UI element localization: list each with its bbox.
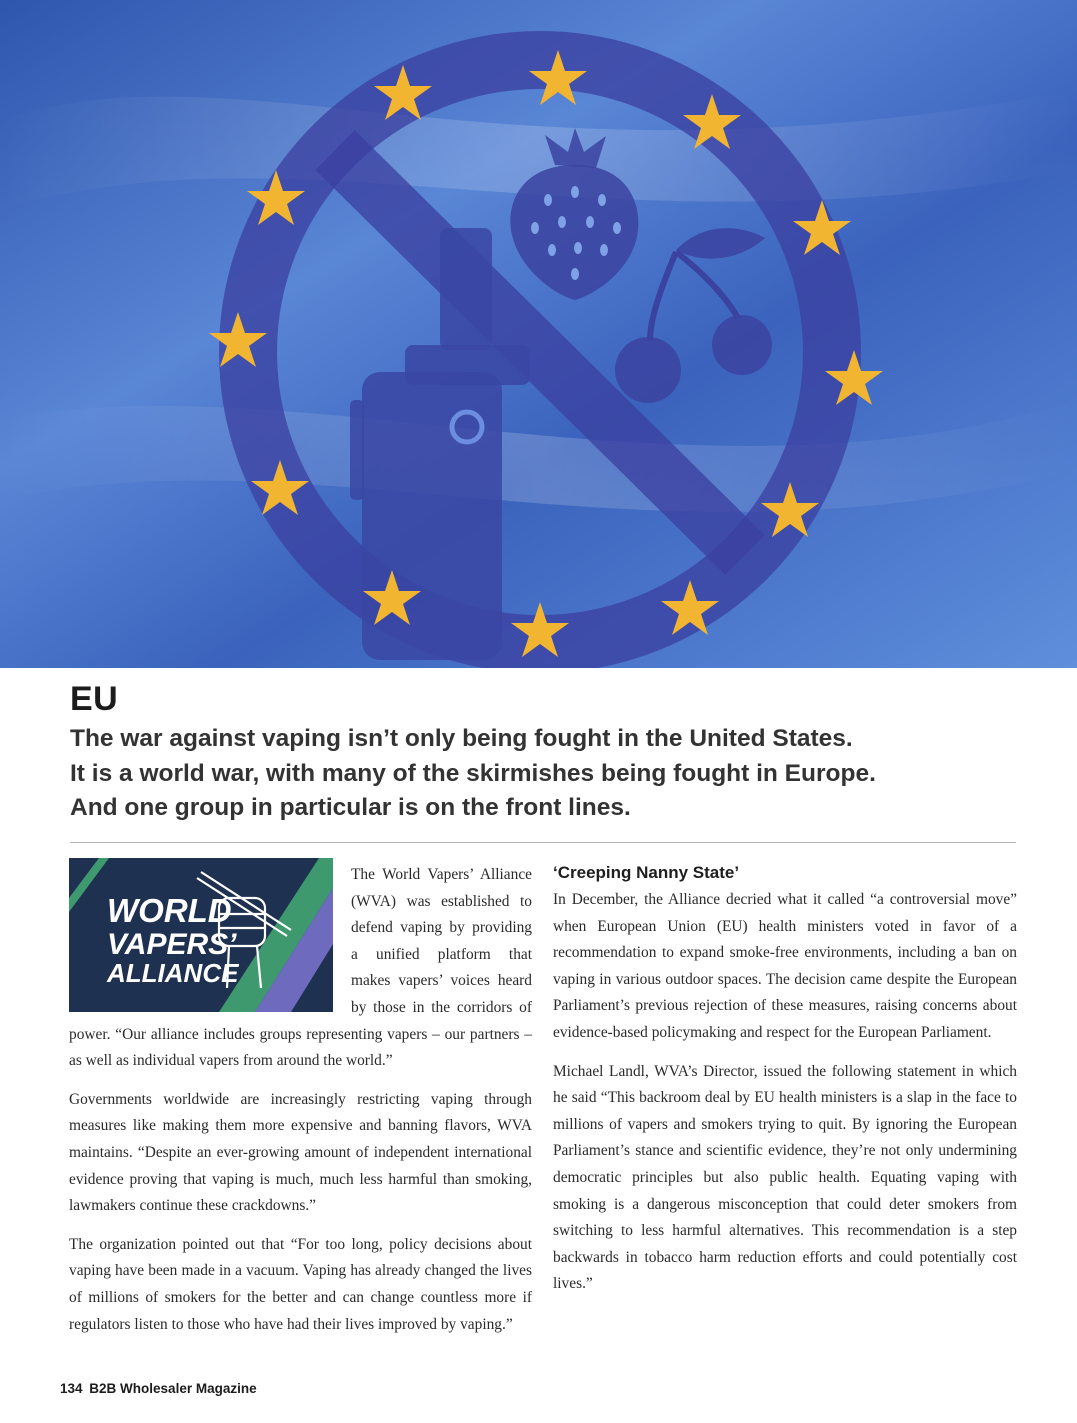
body-paragraph: In December, the Alliance decried what it called “a controversial move” when European Union (EU) health ministers voted in favor of a recommendation to expand smoke-free environments, including a ban on vaping in various outdoor spaces. The decision came despite the European Parliament’s previous rejection of these measures, raising concerns about evidence-based policymaking and respect for the European Parliament. xyxy=(553,891,1017,1041)
page-number: 134 xyxy=(60,1381,83,1396)
page-footer xyxy=(60,1381,257,1396)
wva-logo xyxy=(69,858,333,1012)
article-column-right xyxy=(553,860,1017,1310)
logo-text-vapers: VAPERS’ xyxy=(107,928,237,961)
body-paragraph: Michael Landl, WVA’s Director, issued the following statement in which he said “This backroom deal by EU health ministers is a slap in the face to millions of vapers and smokers trying to quit. By ignoring the European Parliament’s stance and scientific evidence, they’re not only undermining democratic principles but also public health. Equating vaping with smoking is a dangerous misconception that could deter smokers from switching to less harmful alternatives. This recommendation is a step backwards in tobacco harm reduction efforts and could potentially cost lives.” xyxy=(553,1062,1017,1293)
magazine-name: B2B Wholesaler Magazine xyxy=(89,1381,257,1396)
article-column-left xyxy=(69,862,532,1350)
divider xyxy=(70,842,1016,843)
headline-line: It is a world war, with many of the skirmishes being fought in Europe. xyxy=(70,759,876,787)
logo-text-world: WORLD xyxy=(107,892,232,929)
headline-line: And one group in particular is on the front lines. xyxy=(70,794,631,821)
headline xyxy=(70,722,1010,826)
logo-text-alliance: ALLIANCE xyxy=(107,958,239,988)
hero-image xyxy=(0,0,1077,668)
headline-line: The war against vaping isn’t only being fought in the United States. xyxy=(70,725,853,752)
body-paragraph: Governments worldwide are increasingly restricting vaping through measures like making them more expensive and banning flavors, WVA maintains. “Despite an ever-growing amount of independent international evidence proving that vaping is much, much less harmful than smoking, lawmakers continue these crackdowns.” xyxy=(69,1090,532,1215)
subheading: ‘Creeping Nanny State’ xyxy=(553,863,740,882)
body-paragraph: The World Vapers’ Alliance (WVA) was established to defend vaping by providing a unified platform that makes vapers’ voices heard by those in the corridors of power. “Our alliance includes groups representing vapers – our partners – as well as individual vapers from around the world.” xyxy=(69,866,532,1070)
body-paragraph: The organization pointed out that “For too long, policy decisions about vaping have been made in a vacuum. Vaping has already changed the lives of millions of smokers for the better and can change countless more if regulators listen to those who have had their lives improved by vaping.” xyxy=(69,1235,532,1333)
section-label: EU xyxy=(70,680,119,718)
